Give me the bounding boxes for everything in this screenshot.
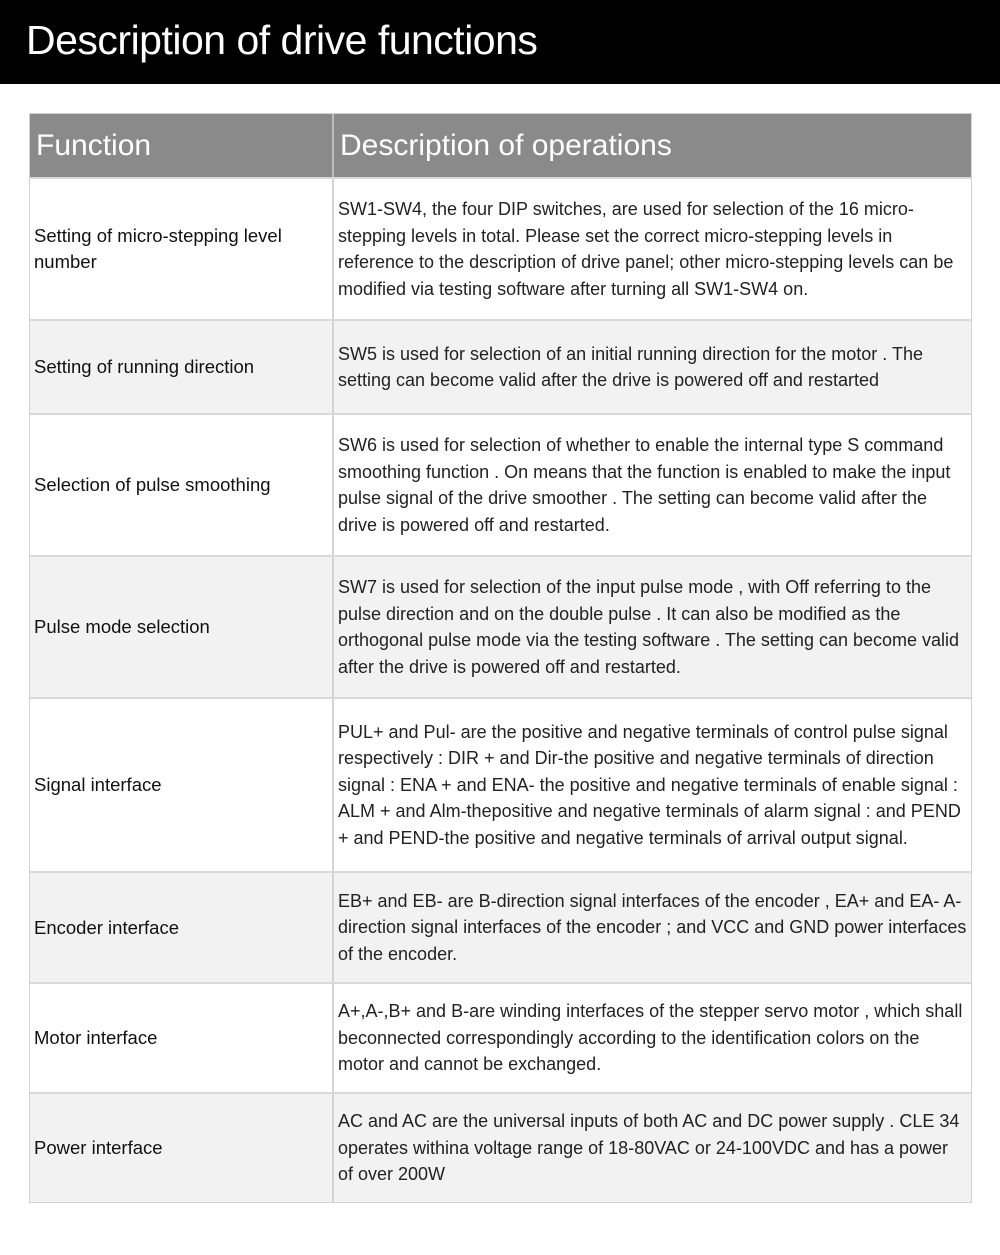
description-cell: SW5 is used for selection of an initial running direction for the motor . The setting can become valid after the drive is powered off and restarted [338, 343, 923, 390]
title-bar [0, 0, 1000, 84]
table-row [30, 177, 971, 319]
page-title: Description of drive functions [26, 17, 538, 63]
description-cell: SW6 is used for selection of whether to enable the internal type S command smoothing function . On means that the function is enabled to make the input pulse signal of the drive smoother . The setting can become valid after the drive is powered off and restarted. [338, 435, 951, 535]
function-cell: Power interface [30, 1094, 334, 1202]
function-cell: Motor interface [30, 984, 334, 1092]
function-cell: Setting of micro-stepping level number [30, 179, 334, 319]
table-row [30, 319, 971, 413]
description-cell: AC and AC are the universal inputs of both AC and DC power supply . CLE 34 operates withina voltage range of 18-80VAC or 24-100VDC and has a power of over 200W [338, 1111, 960, 1185]
table-row [30, 982, 971, 1092]
description-cell: A+,A-,B+ and B-are winding interfaces of the stepper servo motor , which shall beconnected correspondingly according to the identification colors on the motor and cannot be exchanged. [338, 1001, 963, 1075]
table-header-row [30, 114, 971, 177]
description-cell: SW7 is used for selection of the input pulse mode , with Off referring to the pulse direction and on the double pulse . It can also be modified as the orthogonal pulse mode via the testing software . The setting can become valid after the drive is powered off and restarted. [338, 577, 960, 677]
table-row [30, 1092, 971, 1202]
function-cell: Encoder interface [30, 873, 334, 982]
function-cell: Selection of pulse smoothing [30, 415, 334, 555]
function-cell: Pulse mode selection [30, 557, 334, 697]
functions-table [29, 113, 972, 1203]
description-cell: PUL+ and Pul- are the positive and negative terminals of control pulse signal respectively : DIR + and Dir-the positive and negative terminals of direction signal : ENA + and ENA- the positive and negative terminals of enable signal : ALM + and Alm-thepositive and negative terminals of alarm signal : and PEND + and PEND-the positive and negative terminals of arrival output signal. [338, 721, 961, 848]
table-row [30, 871, 971, 982]
description-cell: EB+ and EB- are B-direction signal interfaces of the encoder , EA+ and EA- A-direction signal interfaces of the encoder ; and VCC and GND power interfaces of the encoder. [338, 890, 967, 964]
description-cell: SW1-SW4, the four DIP switches, are used for selection of the 16 micro-stepping levels in total. Please set the correct micro-stepping levels in reference to the description of drive panel; other micro-stepping levels can be modified via testing software after turning all SW1-SW4 on. [338, 199, 954, 299]
column-header-description: Description of operations [340, 128, 672, 162]
table-row [30, 555, 971, 697]
column-header-function: Function [30, 114, 334, 177]
table-row [30, 697, 971, 871]
table-row [30, 413, 971, 555]
function-cell: Setting of running direction [30, 321, 334, 413]
function-cell: Signal interface [30, 699, 334, 871]
